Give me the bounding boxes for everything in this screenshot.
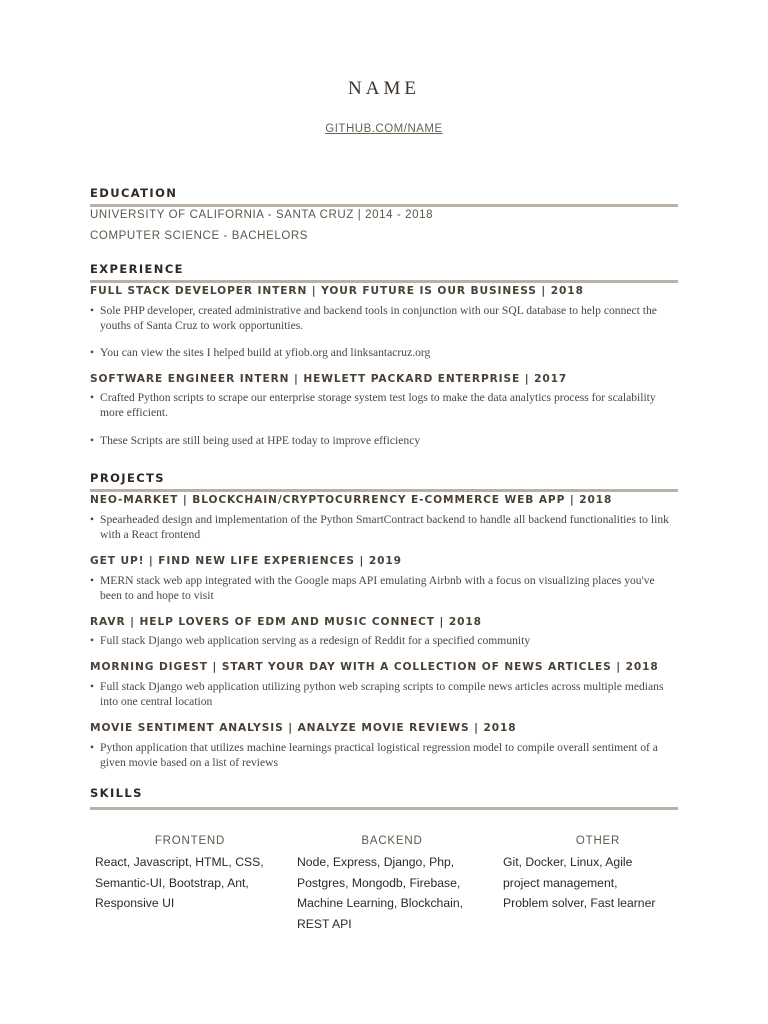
- education-degree: COMPUTER SCIENCE - BACHELORS: [90, 230, 309, 242]
- project-bullet: [90, 679, 678, 709]
- project-bullet: [90, 573, 678, 603]
- section-rule: [90, 204, 678, 207]
- bullet-text: Full stack Django web application utilizing python web scraping scripts to compile news articles across multiple medians into one central location: [100, 680, 664, 708]
- experience-entry-title: SOFTWARE ENGINEER INTERN | HEWLETT PACKARD ENTERPRISE | 2017: [90, 373, 568, 385]
- skills-list: [297, 852, 487, 934]
- project-bullet: [90, 740, 678, 770]
- bullet-dot: •: [90, 513, 95, 526]
- project-bullet: [90, 512, 678, 542]
- skills-column-backend: [297, 832, 487, 934]
- experience-bullet: [90, 345, 678, 360]
- bullet-text: Sole PHP developer, created administrative and backend tools in conjunction with our SQL database to help connect the youths of Santa Cruz to work opportunities.: [100, 304, 657, 332]
- bullet-text: MERN stack web app integrated with the Google maps API emulating Airbnb with a focus on visualizing places you've been to and hope to visit: [100, 574, 655, 602]
- skills-heading: OTHER: [575, 835, 621, 847]
- bullet-text: Spearheaded design and implementation of the Python SmartContract backend to handle all backend functionalities to link with a React frontend: [100, 513, 669, 541]
- skills-line: React, Javascript, HTML, CSS,: [95, 855, 264, 869]
- bullet-text: You can view the sites I helped build at yfiob.org and linksantacruz.org: [100, 346, 431, 359]
- skills-heading: FRONTEND: [154, 835, 226, 847]
- project-bullet: [90, 633, 678, 648]
- experience-bullet: [90, 433, 678, 448]
- project-title: MOVIE SENTIMENT ANALYSIS | ANALYZE MOVIE REVIEWS | 2018: [90, 722, 517, 734]
- bullet-text: Crafted Python scripts to scrape our enterprise storage system test logs to make the data analytics process for scalability more efficient.: [100, 391, 656, 419]
- bullet-dot: •: [90, 304, 95, 317]
- bullet-dot: •: [90, 391, 95, 404]
- skills-column-frontend: [95, 832, 285, 914]
- bullet-dot: •: [90, 434, 95, 447]
- bullet-dot: •: [90, 634, 95, 647]
- skills-line: REST API: [297, 916, 352, 931]
- section-rule: [90, 280, 678, 283]
- skills-line: Semantic-UI, Bootstrap, Ant,: [95, 875, 249, 890]
- experience-bullet: [90, 303, 678, 333]
- skills-line: Node, Express, Django, Php,: [297, 855, 455, 869]
- section-title-experience: EXPERIENCE: [90, 262, 184, 276]
- github-link[interactable]: GITHUB.COM/NAME: [325, 123, 443, 135]
- skills-line: Problem solver, Fast learner: [503, 896, 656, 910]
- skills-line: Machine Learning, Blockchain,: [297, 896, 463, 910]
- skills-line: Responsive UI: [95, 896, 175, 910]
- bullet-dot: •: [90, 346, 95, 359]
- project-title: RAVR | HELP LOVERS OF EDM AND MUSIC CONNECT | 2018: [90, 616, 482, 628]
- skills-column-other: [503, 832, 693, 914]
- bullet-text: These Scripts are still being used at HPE today to improve efficiency: [100, 434, 421, 447]
- section-title-skills: SKILLS: [90, 786, 143, 800]
- skills-line: project management,: [503, 875, 618, 890]
- bullet-text: Full stack Django web application serving as a redesign of Reddit for a specified community: [100, 634, 531, 647]
- section-rule: [90, 489, 678, 492]
- bullet-dot: •: [90, 680, 95, 693]
- experience-bullet: [90, 390, 678, 420]
- skills-line: Git, Docker, Linux, Agile: [503, 855, 633, 869]
- education-school: UNIVERSITY OF CALIFORNIA - SANTA CRUZ | 2014 - 2018: [90, 209, 434, 221]
- skills-list: [503, 852, 693, 914]
- project-title: GET UP! | FIND NEW LIFE EXPERIENCES | 2019: [90, 555, 402, 567]
- experience-entry-title: FULL STACK DEVELOPER INTERN | YOUR FUTURE IS OUR BUSINESS | 2018: [90, 285, 584, 297]
- resume-name: NAME: [348, 78, 420, 99]
- project-title: MORNING DIGEST | START YOUR DAY WITH A COLLECTION OF NEWS ARTICLES | 2018: [90, 661, 659, 673]
- skills-list: [95, 852, 285, 914]
- bullet-dot: •: [90, 741, 95, 754]
- bullet-dot: •: [90, 574, 95, 587]
- bullet-text: Python application that utilizes machine learnings practical logistical regression model to compile overall sentiment of a given movie based on a list of reviews: [100, 741, 658, 769]
- skills-heading: BACKEND: [361, 835, 423, 847]
- skills-line: Postgres, Mongodb, Firebase,: [297, 875, 461, 890]
- section-title-education: EDUCATION: [90, 186, 178, 200]
- section-title-projects: PROJECTS: [90, 471, 165, 485]
- section-rule: [90, 807, 678, 810]
- project-title: NEO-MARKET | BLOCKCHAIN/CRYPTOCURRENCY E-COMMERCE WEB APP | 2018: [90, 494, 613, 506]
